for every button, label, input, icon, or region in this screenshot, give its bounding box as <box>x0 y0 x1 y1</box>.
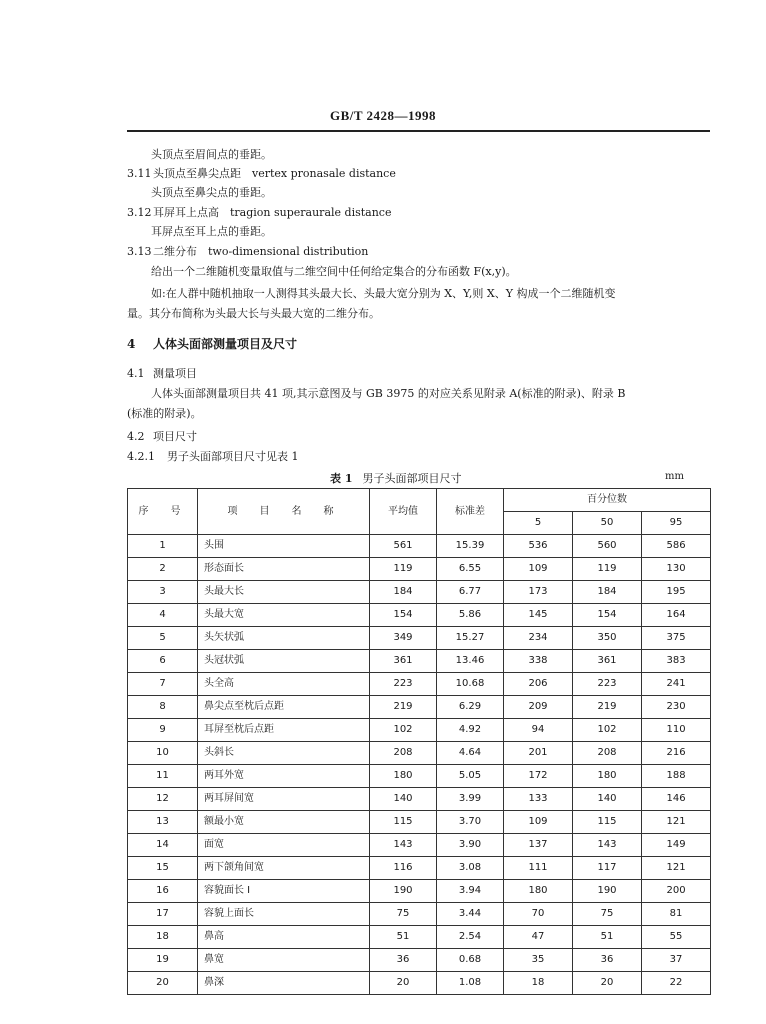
p5-value: 133 <box>504 788 573 811</box>
table-body <box>128 535 711 995</box>
sd-value: 4.92 <box>437 719 504 742</box>
section-4 <box>127 337 297 351</box>
row-number: 13 <box>128 811 198 834</box>
row-number: 19 <box>128 949 198 972</box>
mean-value: 361 <box>370 650 437 673</box>
p50-value: 36 <box>573 949 642 972</box>
mean-value: 20 <box>370 972 437 995</box>
sd-value: 3.94 <box>437 880 504 903</box>
row-number: 15 <box>128 857 198 880</box>
row-number: 2 <box>128 558 198 581</box>
section-4-2-1 <box>127 450 299 464</box>
sd-value: 6.55 <box>437 558 504 581</box>
p95-value: 216 <box>642 742 711 765</box>
mean-value: 184 <box>370 581 437 604</box>
section-title: 耳屏耳上点高 tragion superaurale distance <box>153 206 392 219</box>
sd-value: 0.68 <box>437 949 504 972</box>
section-4-1 <box>127 367 197 381</box>
p50-value: 143 <box>573 834 642 857</box>
p5-value: 111 <box>504 857 573 880</box>
p50-value: 115 <box>573 811 642 834</box>
section-title: 男子头面部项目尺寸见表 1 <box>167 450 299 463</box>
table-unit: mm <box>665 471 684 482</box>
header-sd: 标准差 <box>437 489 504 535</box>
p5-value: 201 <box>504 742 573 765</box>
sd-value: 15.39 <box>437 535 504 558</box>
sd-value: 5.05 <box>437 765 504 788</box>
p50-value: 119 <box>573 558 642 581</box>
sd-value: 3.44 <box>437 903 504 926</box>
row-number: 8 <box>128 696 198 719</box>
header-mean: 平均值 <box>370 489 437 535</box>
table-row <box>128 627 711 650</box>
body-line: 人体头面部测量项目共 41 项,其示意图及与 GB 3975 的对应关系见附录 A(标准的附录)、附录 B <box>151 387 626 400</box>
p95-value: 121 <box>642 811 711 834</box>
section-title: 头顶点至鼻尖点距 vertex pronasale distance <box>153 167 396 180</box>
table-row <box>128 903 711 926</box>
row-number: 9 <box>128 719 198 742</box>
item-name: 头最大长 <box>198 581 370 604</box>
row-number: 7 <box>128 673 198 696</box>
item-name: 鼻宽 <box>198 949 370 972</box>
sd-value: 1.08 <box>437 972 504 995</box>
item-name: 容貌面长 I <box>198 880 370 903</box>
mean-value: 75 <box>370 903 437 926</box>
header-percentile: 百分位数 <box>504 489 711 512</box>
item-name: 两下颌角间宽 <box>198 857 370 880</box>
table-row <box>128 949 711 972</box>
table-row <box>128 811 711 834</box>
p95-value: 195 <box>642 581 711 604</box>
p50-value: 102 <box>573 719 642 742</box>
body-line: 头顶点至鼻尖点的垂距。 <box>151 186 272 199</box>
body-line: 给出一个二维随机变量取值与二维空间中任何给定集合的分布函数 F(x,y)。 <box>151 265 517 278</box>
p5-value: 234 <box>504 627 573 650</box>
item-name: 鼻深 <box>198 972 370 995</box>
sd-value: 4.64 <box>437 742 504 765</box>
item-name: 头斜长 <box>198 742 370 765</box>
p5-value: 172 <box>504 765 573 788</box>
mean-value: 119 <box>370 558 437 581</box>
sd-value: 3.08 <box>437 857 504 880</box>
p5-value: 145 <box>504 604 573 627</box>
item-name: 容貌上面长 <box>198 903 370 926</box>
p5-value: 206 <box>504 673 573 696</box>
p95-value: 200 <box>642 880 711 903</box>
body-line: (标准的附录)。 <box>127 407 202 420</box>
p5-value: 47 <box>504 926 573 949</box>
p5-value: 209 <box>504 696 573 719</box>
body-line: 头顶点至眉间点的垂距。 <box>151 148 272 161</box>
p95-value: 121 <box>642 857 711 880</box>
p50-value: 560 <box>573 535 642 558</box>
section-4-2 <box>127 430 197 444</box>
item-name: 头全高 <box>198 673 370 696</box>
item-name: 额最小宽 <box>198 811 370 834</box>
mean-value: 115 <box>370 811 437 834</box>
section-number: 4 <box>127 337 136 351</box>
section-title: 测量项目 <box>153 367 197 380</box>
table-row <box>128 857 711 880</box>
p50-value: 51 <box>573 926 642 949</box>
sd-value: 6.77 <box>437 581 504 604</box>
mean-value: 140 <box>370 788 437 811</box>
mean-value: 561 <box>370 535 437 558</box>
item-name: 鼻尖点至枕后点距 <box>198 696 370 719</box>
p50-value: 350 <box>573 627 642 650</box>
item-name: 耳屏至枕后点距 <box>198 719 370 742</box>
section-3-13 <box>127 245 368 259</box>
p50-value: 154 <box>573 604 642 627</box>
p50-value: 208 <box>573 742 642 765</box>
mean-value: 102 <box>370 719 437 742</box>
mean-value: 116 <box>370 857 437 880</box>
header-name: 项 目 名 称 <box>198 489 370 535</box>
table-row <box>128 673 711 696</box>
row-number: 17 <box>128 903 198 926</box>
row-number: 12 <box>128 788 198 811</box>
body-line: 量。其分布简称为头最大长与头最大宽的二维分布。 <box>127 307 380 320</box>
section-number: 4.1 <box>127 367 145 380</box>
section-title: 二维分布 two-dimensional distribution <box>153 245 369 258</box>
item-name: 鼻高 <box>198 926 370 949</box>
p95-value: 146 <box>642 788 711 811</box>
mean-value: 154 <box>370 604 437 627</box>
table-row <box>128 581 711 604</box>
p50-value: 190 <box>573 880 642 903</box>
p5-value: 173 <box>504 581 573 604</box>
mean-value: 349 <box>370 627 437 650</box>
p95-value: 164 <box>642 604 711 627</box>
item-name: 面宽 <box>198 834 370 857</box>
section-number: 4.2.1 <box>127 450 155 463</box>
table-row <box>128 719 711 742</box>
section-number: 3.13 <box>127 245 152 258</box>
mean-value: 36 <box>370 949 437 972</box>
document-header: GB/T 2428—1998 <box>329 108 437 123</box>
table-label: 表 1 <box>330 472 353 485</box>
section-number: 4.2 <box>127 430 145 443</box>
table-title: 男子头面部项目尺寸 <box>362 472 462 485</box>
p95-value: 586 <box>642 535 711 558</box>
sd-value: 5.86 <box>437 604 504 627</box>
row-number: 20 <box>128 972 198 995</box>
section-title: 人体头面部测量项目及尺寸 <box>153 337 298 351</box>
row-number: 14 <box>128 834 198 857</box>
p95-value: 37 <box>642 949 711 972</box>
table-row <box>128 558 711 581</box>
mean-value: 51 <box>370 926 437 949</box>
section-3-11 <box>127 167 396 181</box>
p50-value: 184 <box>573 581 642 604</box>
mean-value: 180 <box>370 765 437 788</box>
row-number: 6 <box>128 650 198 673</box>
header-p50: 50 <box>573 512 642 535</box>
p50-value: 117 <box>573 857 642 880</box>
row-number: 10 <box>128 742 198 765</box>
sd-value: 6.29 <box>437 696 504 719</box>
item-name: 头矢状弧 <box>198 627 370 650</box>
row-number: 18 <box>128 926 198 949</box>
header-seq: 序 号 <box>128 489 198 535</box>
p5-value: 109 <box>504 558 573 581</box>
item-name: 头冠状弧 <box>198 650 370 673</box>
p95-value: 383 <box>642 650 711 673</box>
mean-value: 223 <box>370 673 437 696</box>
p95-value: 81 <box>642 903 711 926</box>
p50-value: 20 <box>573 972 642 995</box>
table-row <box>128 788 711 811</box>
section-number: 3.11 <box>127 167 152 180</box>
p95-value: 22 <box>642 972 711 995</box>
sd-value: 2.54 <box>437 926 504 949</box>
item-name: 头围 <box>198 535 370 558</box>
sd-value: 3.90 <box>437 834 504 857</box>
p95-value: 130 <box>642 558 711 581</box>
p5-value: 35 <box>504 949 573 972</box>
section-title: 项目尺寸 <box>153 430 197 443</box>
table-row <box>128 926 711 949</box>
table-row <box>128 650 711 673</box>
p50-value: 75 <box>573 903 642 926</box>
p95-value: 149 <box>642 834 711 857</box>
header-p5: 5 <box>504 512 573 535</box>
sd-value: 10.68 <box>437 673 504 696</box>
table-caption <box>330 470 461 486</box>
p5-value: 109 <box>504 811 573 834</box>
table-row <box>128 834 711 857</box>
mean-value: 190 <box>370 880 437 903</box>
p5-value: 180 <box>504 880 573 903</box>
mean-value: 143 <box>370 834 437 857</box>
p5-value: 536 <box>504 535 573 558</box>
mean-value: 219 <box>370 696 437 719</box>
sd-value: 3.70 <box>437 811 504 834</box>
table-row <box>128 972 711 995</box>
sd-value: 15.27 <box>437 627 504 650</box>
p95-value: 375 <box>642 627 711 650</box>
p50-value: 361 <box>573 650 642 673</box>
p50-value: 140 <box>573 788 642 811</box>
table-row <box>128 604 711 627</box>
item-name: 形态面长 <box>198 558 370 581</box>
body-line: 耳屏点至耳上点的垂距。 <box>151 225 272 238</box>
p5-value: 338 <box>504 650 573 673</box>
row-number: 4 <box>128 604 198 627</box>
dimension-table <box>127 488 711 995</box>
row-number: 16 <box>128 880 198 903</box>
p5-value: 94 <box>504 719 573 742</box>
table-row <box>128 742 711 765</box>
section-number: 3.12 <box>127 206 152 219</box>
header-rule <box>127 130 710 132</box>
item-name: 头最大宽 <box>198 604 370 627</box>
table-row <box>128 880 711 903</box>
header-p95: 95 <box>642 512 711 535</box>
table-row <box>128 696 711 719</box>
p50-value: 180 <box>573 765 642 788</box>
mean-value: 208 <box>370 742 437 765</box>
p5-value: 18 <box>504 972 573 995</box>
sd-value: 13.46 <box>437 650 504 673</box>
sd-value: 3.99 <box>437 788 504 811</box>
p50-value: 223 <box>573 673 642 696</box>
table-row <box>128 765 711 788</box>
row-number: 5 <box>128 627 198 650</box>
p95-value: 55 <box>642 926 711 949</box>
p95-value: 241 <box>642 673 711 696</box>
section-3-12 <box>127 206 391 220</box>
body-line: 如:在人群中随机抽取一人测得其头最大长、头最大宽分别为 X、Y,则 X、Y 构成一个二维随机变 <box>151 287 616 300</box>
item-name: 两耳外宽 <box>198 765 370 788</box>
row-number: 1 <box>128 535 198 558</box>
item-name: 两耳屏间宽 <box>198 788 370 811</box>
p5-value: 137 <box>504 834 573 857</box>
row-number: 3 <box>128 581 198 604</box>
p95-value: 110 <box>642 719 711 742</box>
p50-value: 219 <box>573 696 642 719</box>
p5-value: 70 <box>504 903 573 926</box>
row-number: 11 <box>128 765 198 788</box>
p95-value: 230 <box>642 696 711 719</box>
p95-value: 188 <box>642 765 711 788</box>
table-row <box>128 535 711 558</box>
